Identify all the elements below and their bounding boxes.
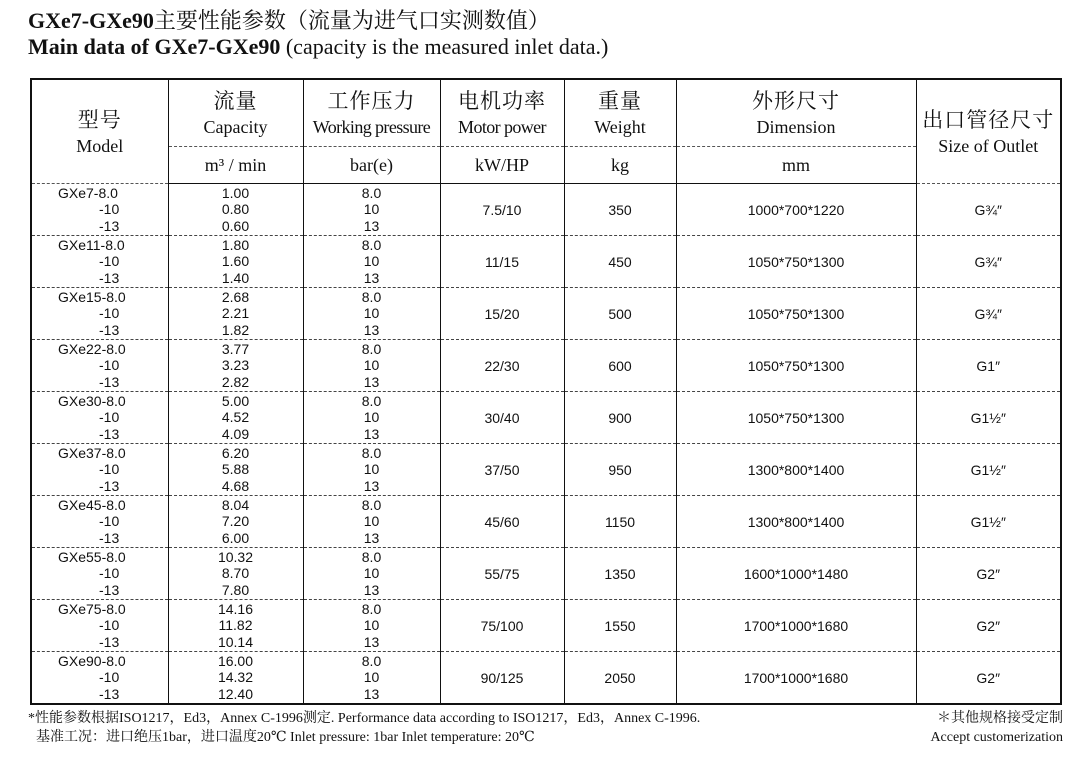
- capacity-cell-value: 1.80: [221, 236, 250, 253]
- header-weight-en: Weight: [594, 117, 646, 137]
- model-cell: [31, 392, 168, 444]
- capacity-cell-value: 16.00: [217, 652, 254, 669]
- weight-cell: 350: [564, 184, 676, 236]
- pressure-cell-value: 10: [363, 201, 380, 218]
- header-pressure-en: Working pressure: [312, 117, 431, 137]
- pressure-cell: [303, 496, 440, 548]
- pressure-cell-value: 13: [363, 373, 380, 390]
- model-cell-value: GXe55-8.0: [58, 548, 126, 565]
- header-pressure: [303, 79, 440, 147]
- pressure-cell-value: 8.0: [361, 236, 382, 253]
- weight-cell: 500: [564, 288, 676, 340]
- table-row: [31, 392, 1061, 444]
- pressure-cell-value: 8.0: [361, 652, 382, 669]
- weight-cell: 1550: [564, 600, 676, 652]
- header-weight-zh: 重量: [598, 89, 642, 113]
- weight-cell: 1150: [564, 496, 676, 548]
- capacity-cell-value: 3.23: [221, 357, 250, 374]
- model-cell-value: -13: [99, 269, 120, 286]
- capacity-cell-value: 7.80: [221, 581, 250, 598]
- pressure-cell-value: 8.0: [361, 340, 382, 357]
- title-en-rest: (capacity is the measured inlet data.): [280, 34, 609, 59]
- capacity-cell: [168, 288, 303, 340]
- pressure-cell-value: 13: [363, 425, 380, 442]
- capacity-cell: [168, 652, 303, 705]
- table-row: [31, 444, 1061, 496]
- header-capacity-en: Capacity: [203, 117, 268, 137]
- outlet-cell: G1½″: [916, 444, 1061, 496]
- model-cell-value: -10: [99, 617, 120, 634]
- model-cell-value: -10: [99, 513, 120, 530]
- pressure-cell-value: 10: [363, 617, 380, 634]
- footnote: [28, 709, 700, 747]
- header-power-zh: 电机功率: [458, 89, 546, 113]
- model-cell-value: GXe7-8.0: [58, 184, 118, 201]
- capacity-cell-value: 10.14: [217, 633, 254, 650]
- table-row: [31, 184, 1061, 236]
- model-cell-value: -13: [99, 633, 120, 650]
- capacity-cell-value: 1.60: [221, 253, 250, 270]
- header-outlet: [916, 79, 1061, 184]
- pressure-cell-value: 13: [363, 269, 380, 286]
- weight-cell: 600: [564, 340, 676, 392]
- power-cell: 15/20: [440, 288, 564, 340]
- pressure-cell: [303, 392, 440, 444]
- outlet-cell: G2″: [916, 600, 1061, 652]
- power-cell: 30/40: [440, 392, 564, 444]
- model-cell-value: -10: [99, 305, 120, 322]
- pressure-cell: [303, 236, 440, 288]
- capacity-cell-value: 1.00: [221, 184, 250, 201]
- customization-note-en: Accept customerization: [930, 730, 1063, 745]
- unit-weight: kg: [564, 147, 676, 184]
- unit-capacity: m³ / min: [168, 147, 303, 184]
- weight-cell: 450: [564, 236, 676, 288]
- unit-power: kW/HP: [440, 147, 564, 184]
- title-zh: [28, 8, 1068, 34]
- pressure-cell-value: 8.0: [361, 288, 382, 305]
- pressure-cell-value: 8.0: [361, 444, 382, 461]
- pressure-cell-value: 13: [363, 321, 380, 338]
- outlet-cell: G¾″: [916, 288, 1061, 340]
- capacity-cell: [168, 548, 303, 600]
- model-cell-value: -10: [99, 253, 120, 270]
- model-cell-value: -13: [99, 425, 120, 442]
- model-cell-value: -13: [99, 321, 120, 338]
- capacity-cell-value: 0.60: [221, 217, 250, 234]
- capacity-cell-value: 7.20: [221, 513, 250, 530]
- model-cell: [31, 288, 168, 340]
- title-en-bold: Main data of GXe7-GXe90: [28, 34, 281, 59]
- capacity-cell-value: 4.09: [221, 425, 250, 442]
- table-row: [31, 496, 1061, 548]
- pressure-cell-value: 13: [363, 633, 380, 650]
- capacity-cell-value: 3.77: [221, 340, 250, 357]
- model-cell-value: -10: [99, 357, 120, 374]
- model-cell-value: -10: [99, 201, 120, 218]
- weight-cell: 950: [564, 444, 676, 496]
- capacity-cell-value: 14.32: [217, 669, 254, 686]
- pressure-cell-value: 13: [363, 529, 380, 546]
- power-cell: 37/50: [440, 444, 564, 496]
- model-cell-value: -13: [99, 529, 120, 546]
- pressure-cell: [303, 340, 440, 392]
- model-cell-value: -10: [99, 461, 120, 478]
- model-cell: [31, 600, 168, 652]
- capacity-cell: [168, 184, 303, 236]
- table-row: [31, 288, 1061, 340]
- title-model-range: GXe7-GXe90: [28, 8, 154, 33]
- capacity-cell: [168, 392, 303, 444]
- pressure-cell-value: 10: [363, 461, 380, 478]
- dimension-cell: 1050*750*1300: [676, 236, 916, 288]
- pressure-cell-value: 10: [363, 669, 380, 686]
- pressure-cell: [303, 184, 440, 236]
- pressure-cell-value: 10: [363, 409, 380, 426]
- table-row: [31, 340, 1061, 392]
- pressure-cell: [303, 652, 440, 705]
- header-capacity-zh: 流量: [213, 89, 258, 113]
- title-zh-text: 主要性能参数（流量为进气口实测数值）: [153, 8, 550, 33]
- dimension-cell: 1050*750*1300: [676, 340, 916, 392]
- weight-cell: 2050: [564, 652, 676, 705]
- unit-pressure: bar(e): [303, 147, 440, 184]
- table-row: [31, 548, 1061, 600]
- pressure-cell-value: 8.0: [361, 548, 382, 565]
- power-cell: 22/30: [440, 340, 564, 392]
- model-cell-value: GXe75-8.0: [58, 600, 126, 617]
- capacity-cell-value: 8.04: [221, 496, 250, 513]
- model-cell: [31, 652, 168, 705]
- footnote-line-1: *性能参数根据ISO1217，Ed3，Annex C-1996测定. Performance data according to ISO1217，Ed3，Annex C-1996.: [28, 711, 701, 726]
- model-cell: [31, 496, 168, 548]
- weight-cell: 1350: [564, 548, 676, 600]
- model-cell: [31, 444, 168, 496]
- capacity-cell-value: 12.40: [217, 685, 254, 702]
- capacity-cell: [168, 496, 303, 548]
- capacity-cell-value: 2.82: [221, 373, 250, 390]
- title-block: [28, 8, 1068, 60]
- power-cell: 90/125: [440, 652, 564, 705]
- pressure-cell-value: 8.0: [361, 392, 382, 409]
- pressure-cell-value: 8.0: [361, 600, 382, 617]
- dimension-cell: 1300*800*1400: [676, 496, 916, 548]
- model-cell-value: GXe45-8.0: [58, 496, 126, 513]
- pressure-cell-value: 10: [363, 513, 380, 530]
- model-cell-value: GXe15-8.0: [58, 288, 126, 305]
- table-row: [31, 236, 1061, 288]
- power-cell: 7.5/10: [440, 184, 564, 236]
- header-weight: [564, 79, 676, 147]
- model-cell-value: -10: [99, 669, 120, 686]
- capacity-cell: [168, 236, 303, 288]
- outlet-cell: G1½″: [916, 392, 1061, 444]
- model-cell: [31, 236, 168, 288]
- capacity-cell-value: 11.82: [218, 617, 253, 634]
- header-outlet-zh: 出口管径尺寸: [922, 107, 1055, 132]
- header-power-en: Motor power: [458, 117, 546, 137]
- model-cell-value: -13: [99, 217, 120, 234]
- model-cell-value: GXe11-8.0: [58, 236, 125, 253]
- unit-dimension: mm: [676, 147, 916, 184]
- model-cell-value: -13: [99, 581, 120, 598]
- pressure-cell-value: 13: [363, 685, 380, 702]
- customization-note-zh: ＊其他规格接受定制: [937, 711, 1063, 726]
- model-cell-value: GXe22-8.0: [58, 340, 126, 357]
- pressure-cell-value: 13: [363, 477, 380, 494]
- pressure-cell: [303, 600, 440, 652]
- header-dimension: [676, 79, 916, 147]
- pressure-cell-value: 13: [363, 217, 380, 234]
- pressure-cell-value: 10: [363, 305, 380, 322]
- table-row: [31, 600, 1061, 652]
- model-cell: [31, 340, 168, 392]
- capacity-cell-value: 6.00: [221, 529, 250, 546]
- dimension-cell: 1700*1000*1680: [676, 652, 916, 705]
- header-capacity: [168, 79, 303, 147]
- pressure-cell: [303, 288, 440, 340]
- footnote-line-2: 基准工况：进口绝压1bar，进口温度20℃ Inlet pressure: 1bar Inlet temperature: 20℃: [36, 730, 535, 745]
- header-dimension-zh: 外形尺寸: [752, 89, 840, 113]
- model-cell: [31, 548, 168, 600]
- pressure-cell: [303, 444, 440, 496]
- spec-table: [30, 78, 1062, 705]
- table-row: [31, 652, 1061, 705]
- capacity-cell-value: 8.70: [221, 565, 250, 582]
- outlet-cell: G2″: [916, 652, 1061, 705]
- power-cell: 75/100: [440, 600, 564, 652]
- capacity-cell: [168, 444, 303, 496]
- customization-note: [930, 709, 1063, 747]
- capacity-cell-value: 0.80: [221, 201, 250, 218]
- model-cell-value: GXe37-8.0: [58, 444, 126, 461]
- capacity-cell-value: 1.40: [221, 269, 250, 286]
- outlet-cell: G¾″: [916, 236, 1061, 288]
- dimension-cell: 1050*750*1300: [676, 288, 916, 340]
- header-model-en: Model: [76, 135, 124, 156]
- header-model: [31, 79, 168, 184]
- capacity-cell-value: 10.32: [217, 548, 254, 565]
- weight-cell: 900: [564, 392, 676, 444]
- power-cell: 55/75: [440, 548, 564, 600]
- model-cell-value: -13: [99, 685, 120, 702]
- capacity-cell: [168, 600, 303, 652]
- capacity-cell-value: 1.82: [221, 321, 250, 338]
- outlet-cell: G2″: [916, 548, 1061, 600]
- model-cell-value: -13: [99, 477, 120, 494]
- pressure-cell-value: 8.0: [361, 184, 382, 201]
- pressure-cell-value: 10: [363, 253, 380, 270]
- outlet-cell: G1½″: [916, 496, 1061, 548]
- capacity-cell-value: 2.21: [221, 305, 250, 322]
- title-en: [28, 34, 1068, 60]
- pressure-cell-value: 13: [363, 581, 380, 598]
- power-cell: 11/15: [440, 236, 564, 288]
- pressure-cell-value: 10: [363, 357, 380, 374]
- capacity-cell-value: 6.20: [221, 444, 250, 461]
- capacity-cell-value: 4.68: [221, 477, 250, 494]
- capacity-cell-value: 5.88: [221, 461, 250, 478]
- dimension-cell: 1050*750*1300: [676, 392, 916, 444]
- outlet-cell: G¾″: [916, 184, 1061, 236]
- header-model-zh: 型号: [77, 107, 122, 132]
- dimension-cell: 1700*1000*1680: [676, 600, 916, 652]
- dimension-cell: 1300*800*1400: [676, 444, 916, 496]
- dimension-cell: 1600*1000*1480: [676, 548, 916, 600]
- model-cell-value: GXe90-8.0: [58, 652, 126, 669]
- pressure-cell-value: 10: [363, 565, 380, 582]
- capacity-cell-value: 2.68: [221, 288, 250, 305]
- power-cell: 45/60: [440, 496, 564, 548]
- outlet-cell: G1″: [916, 340, 1061, 392]
- model-cell-value: -13: [99, 373, 120, 390]
- header-outlet-en: Size of Outlet: [938, 135, 1039, 156]
- capacity-cell-value: 14.16: [217, 600, 254, 617]
- model-cell-value: GXe30-8.0: [58, 392, 126, 409]
- capacity-cell-value: 5.00: [221, 392, 250, 409]
- model-cell-value: -10: [99, 565, 120, 582]
- capacity-cell-value: 4.52: [221, 409, 250, 426]
- header-pressure-zh: 工作压力: [327, 89, 416, 113]
- header-power: [440, 79, 564, 147]
- dimension-cell: 1000*700*1220: [676, 184, 916, 236]
- capacity-cell: [168, 340, 303, 392]
- pressure-cell-value: 8.0: [361, 496, 382, 513]
- model-cell-value: -10: [99, 409, 120, 426]
- model-cell: [31, 184, 168, 236]
- pressure-cell: [303, 548, 440, 600]
- header-dimension-en: Dimension: [756, 117, 836, 137]
